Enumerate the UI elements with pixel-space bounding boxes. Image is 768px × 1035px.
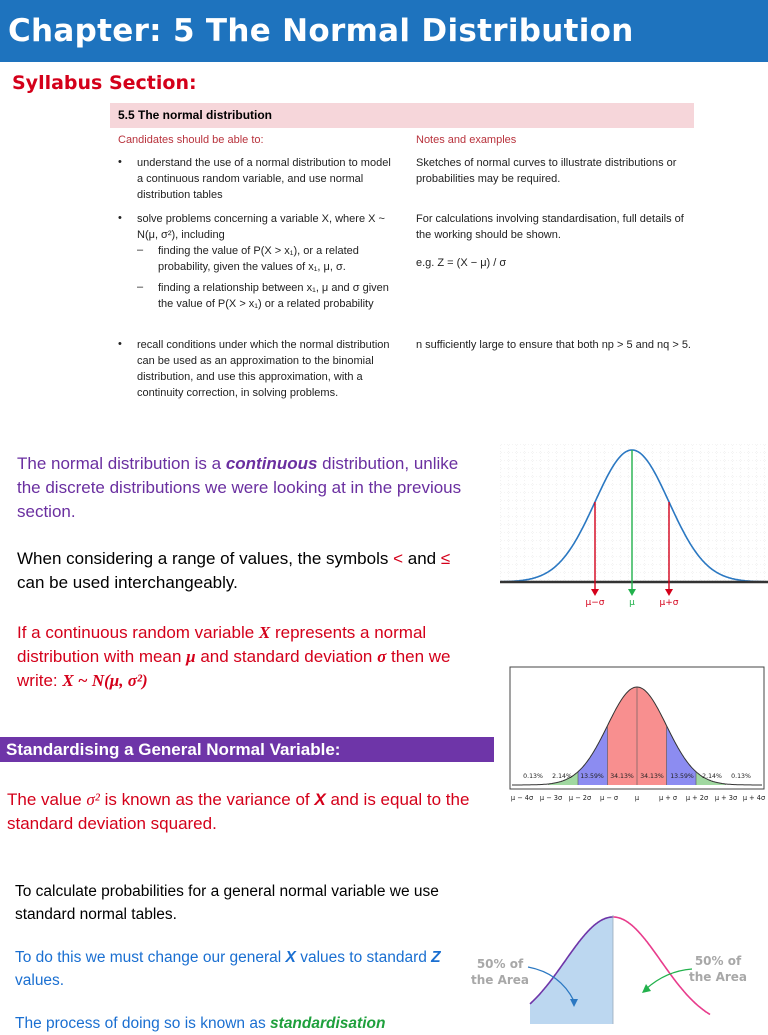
- syllabus-item: recall conditions under which the normal distribution can be used as an approximation to the binomial distribution, and use this approximation, with a continuity correction, in solving problems.: [137, 339, 390, 399]
- variable-x: X: [285, 949, 296, 966]
- text-run: distribution, unlike the discrete distributions we were looking at in the previous section.: [17, 454, 462, 521]
- text-run: To do this we must change our general: [15, 949, 286, 966]
- arrow-down-icon: [628, 589, 636, 596]
- syllabus-note: n sufficiently large to ensure that both np > 5 and nq > 5.: [416, 339, 691, 351]
- percent-label: 0.13%: [523, 773, 543, 780]
- emphasis-continuous: continuous: [225, 454, 318, 473]
- syllabus-note: Sketches of normal curves to illustrate distributions or probabilities may be required.: [416, 157, 677, 185]
- variable-x: X: [258, 623, 271, 642]
- syllabus-section-title: 5.5 The normal distribution: [110, 103, 694, 128]
- label-mu-plus-sigma: μ+σ: [659, 598, 679, 608]
- syllabus-col-left-header: Candidates should be able to:: [118, 134, 264, 146]
- left-area-label: 50% of the Area: [470, 957, 530, 987]
- syllabus-col-right-header: Notes and examples: [416, 134, 517, 146]
- text-run: and is equal to the standard deviation squared.: [7, 790, 470, 833]
- tables-paragraph: To calculate probabilities for a general normal variable we use standard normal tables.: [15, 883, 439, 923]
- tick-label: μ − 2σ: [568, 794, 592, 802]
- text-run: then we write:: [17, 647, 451, 690]
- half-area-figure: [470, 905, 768, 1024]
- tick-label: μ + σ: [658, 794, 678, 802]
- syllabus-table: [110, 103, 694, 423]
- variable-x: X: [314, 790, 326, 809]
- less-equal-symbol: ≤: [440, 549, 451, 568]
- variable-sigma: σ: [377, 647, 387, 666]
- intro-paragraph: [17, 452, 477, 524]
- text-run: When considering a range of values, the symbols: [17, 549, 394, 568]
- tick-label: μ + 2σ: [685, 794, 709, 802]
- percent-label: 2.14%: [702, 773, 722, 780]
- arrow-down-icon: [591, 589, 599, 596]
- syllabus-item: solve problems concerning a variable X, where X ~ N(μ, σ²), including: [137, 213, 385, 241]
- percent-label: 2.14%: [552, 773, 572, 780]
- syllabus-note: For calculations involving standardisation, full details of the working should be shown.: [416, 213, 684, 241]
- percent-label: 13.59%: [580, 773, 604, 780]
- text-run: The process of doing so is known as: [15, 1015, 271, 1032]
- syllabus-subitem: finding the value of P(X > x₁), or a related probability, given the values of x₁, μ, σ.: [158, 245, 359, 273]
- variable-sigma-squared: σ²: [86, 790, 100, 809]
- dash-icon: –: [137, 244, 144, 256]
- tick-label: μ − 3σ: [539, 794, 563, 802]
- variable-mu: μ: [186, 647, 196, 666]
- symbols-paragraph: [17, 547, 477, 595]
- empirical-rule-figure: [508, 665, 768, 805]
- tick-label: μ − σ: [599, 794, 619, 802]
- text-run: can be used interchangeably.: [17, 573, 238, 592]
- text-run: The normal distribution is a: [17, 454, 226, 473]
- percent-label: 34.13%: [610, 773, 634, 780]
- syllabus-subitem: finding a relationship between x₁, μ and σ given the value of P(X > x₁) or a related probability: [158, 282, 389, 310]
- arrow-down-icon: [665, 589, 673, 596]
- standard-z-paragraph: [15, 946, 455, 992]
- percent-label: 34.13%: [640, 773, 664, 780]
- bullet-icon: •: [118, 338, 122, 350]
- grid-background: [500, 444, 768, 584]
- text-run: If a continuous random variable: [17, 623, 259, 642]
- text-run: values.: [15, 972, 65, 989]
- definition-paragraph: [17, 621, 487, 693]
- variance-paragraph: [7, 788, 492, 836]
- chapter-title: Chapter: 5 The Normal Distribution: [0, 0, 768, 62]
- variable-z: Z: [431, 949, 441, 966]
- text-run: and standard deviation: [195, 647, 378, 666]
- text-run: is known as the variance of: [99, 790, 315, 809]
- tick-label: μ + 4σ: [742, 794, 766, 802]
- normal-curve-figure: [500, 444, 768, 610]
- bullet-icon: •: [118, 156, 122, 168]
- syllabus-note-formula: e.g. Z = (X − μ) / σ: [416, 257, 507, 269]
- text-run: The value: [7, 790, 87, 809]
- less-than-symbol: <: [393, 549, 404, 568]
- right-area-label: 50% of the Area: [688, 954, 748, 984]
- section-banner: Standardising a General Normal Variable:: [0, 737, 494, 762]
- text-run: values to standard: [295, 949, 432, 966]
- tick-label: μ: [634, 794, 640, 802]
- dash-icon: –: [137, 281, 144, 293]
- percent-label: 0.13%: [731, 773, 751, 780]
- syllabus-heading: Syllabus Section:: [12, 72, 197, 94]
- left-half-area: [530, 917, 613, 1024]
- bullet-icon: •: [118, 212, 122, 224]
- tick-label: μ + 3σ: [714, 794, 738, 802]
- percent-label: 13.59%: [670, 773, 694, 780]
- text-run: represents a normal distribution with mean: [17, 623, 427, 666]
- emphasis-standardisation: standardisation: [270, 1015, 386, 1032]
- syllabus-item: understand the use of a normal distribution to model a continuous random variable, and use normal distribution tables: [137, 157, 391, 201]
- label-mu-minus-sigma: μ−σ: [585, 598, 605, 608]
- tick-label: μ − 4σ: [510, 794, 534, 802]
- label-mu: μ: [629, 598, 635, 608]
- normal-notation: X ~ N(μ, σ²): [62, 671, 148, 690]
- text-run: and: [403, 549, 441, 568]
